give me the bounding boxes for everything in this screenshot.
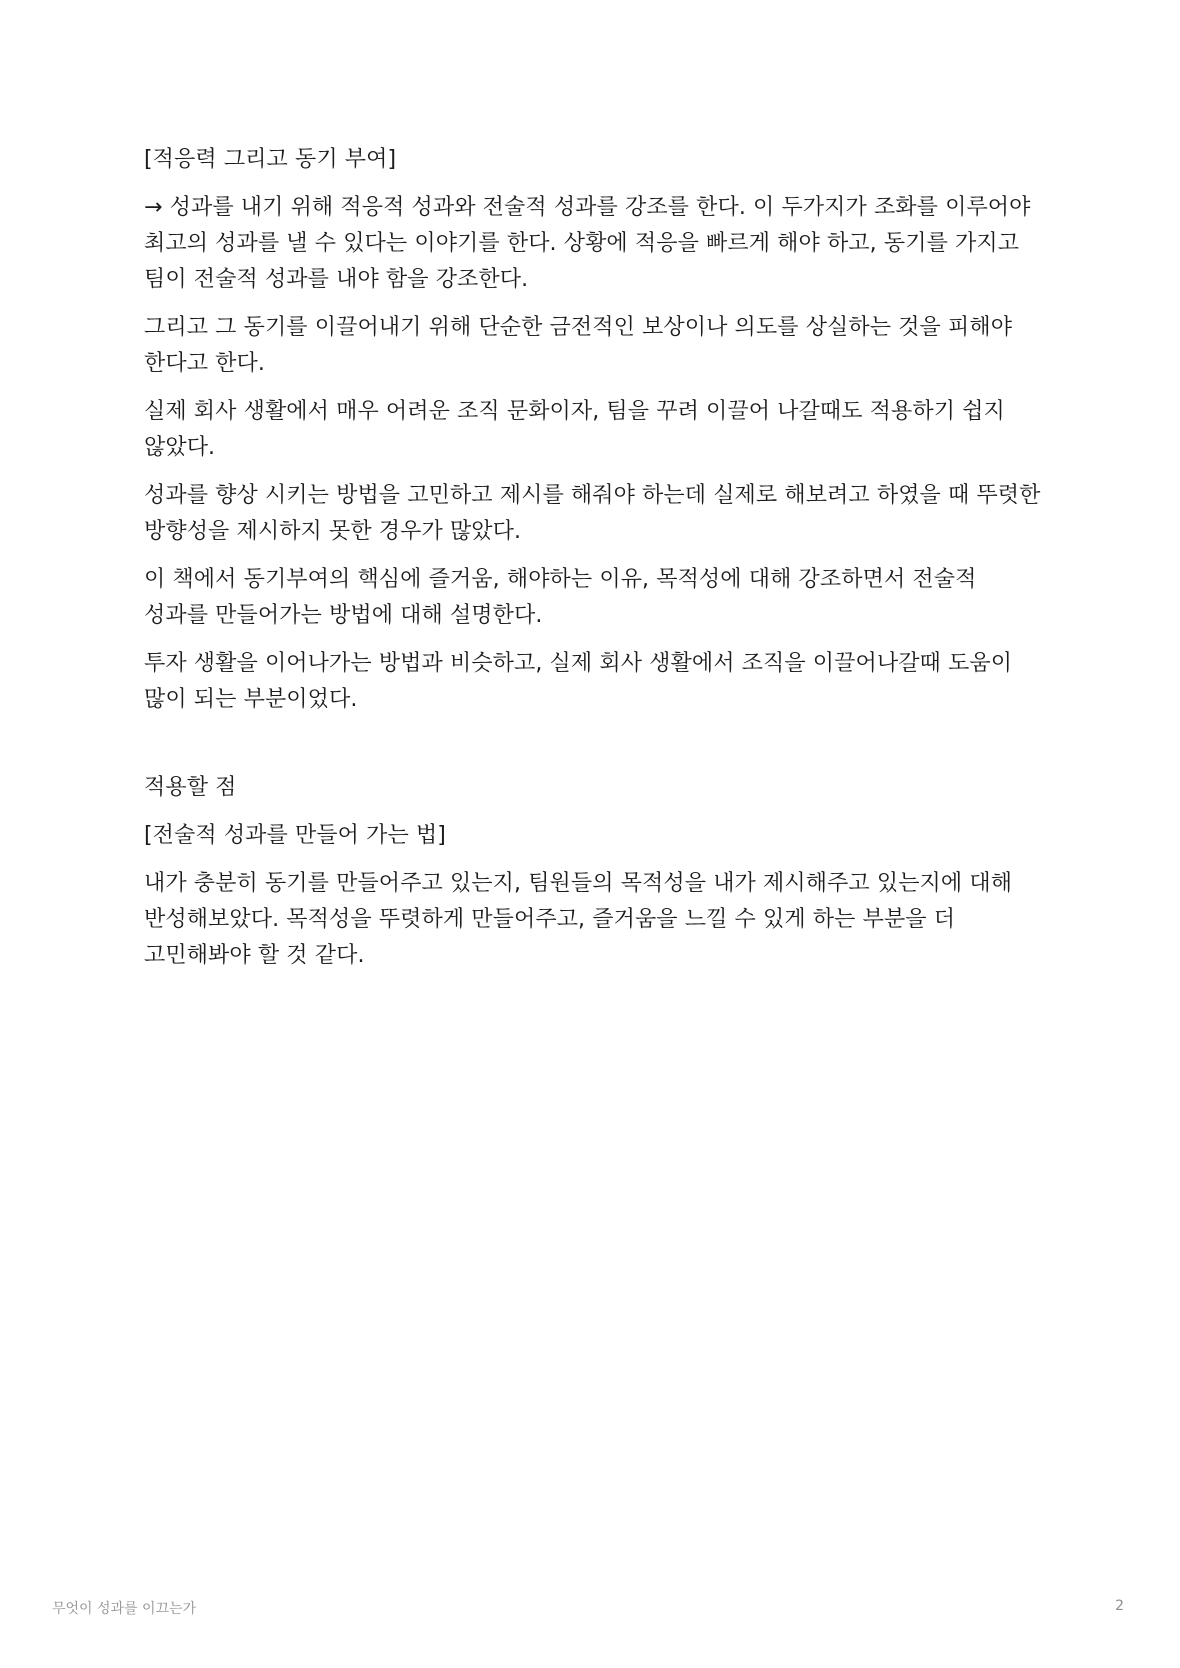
body-paragraph: → 성과를 내기 위해 적응적 성과와 전술적 성과를 강조를 한다. 이 두가지가 조화를 이루어야 최고의 성과를 낼 수 있다는 이야기를 한다. 상황에 적응을 빠르게 해야 하고, 동기를 가지고 팀이 전술적 성과를 내야 함을 강조한다.: [144, 195, 1031, 292]
footer-page-number: 2: [1115, 1598, 1124, 1614]
body-paragraph: 이 책에서 동기부여의 핵심에 즐거움, 해야하는 이유, 목적성에 대해 강조하면서 전술적 성과를 만들어가는 방법에 대해 설명한다.: [144, 567, 977, 628]
footer-document-title: 무엇이 성과를 이끄는가: [52, 1601, 197, 1617]
body-paragraph: 내가 충분히 동기를 만들어주고 있는지, 팀원들의 목적성을 내가 제시해주고 있는지에 대해 반성해보았다. 목적성을 뚜렷하게 만들어주고, 즐거움을 느낄 수 있게 하는 부분을 더 고민해봐야 할 것 같다.: [144, 871, 1013, 968]
section-heading-tactical: [전술적 성과를 만들어 가는 법]: [144, 823, 446, 848]
page-footer: [0, 1598, 1180, 1622]
body-paragraph: 성과를 향상 시키는 방법을 고민하고 제시를 해줘야 하는데 실제로 해보려고 하였을 때 뚜렷한 방향성을 제시하지 못한 경우가 많았다.: [144, 483, 1041, 544]
body-paragraph: 그리고 그 동기를 이끌어내기 위해 단순한 금전적인 보상이나 의도를 상실하는 것을 피해야 한다고 한다.: [144, 315, 1013, 376]
section-spacer: [144, 730, 1044, 770]
section-title-application: 적용할 점: [144, 775, 237, 800]
body-paragraph: 투자 생활을 이어나가는 방법과 비슷하고, 실제 회사 생활에서 조직을 이끌어나갈때 도움이 많이 되는 부분이었다.: [144, 651, 1013, 712]
body-paragraph: 실제 회사 생활에서 매우 어려운 조직 문화이자, 팀을 꾸려 이끌어 나갈때도 적용하기 쉽지 않았다.: [144, 399, 1005, 460]
page-body: [144, 142, 1044, 986]
section-heading-adaptability: [적응력 그리고 동기 부여]: [144, 147, 397, 172]
